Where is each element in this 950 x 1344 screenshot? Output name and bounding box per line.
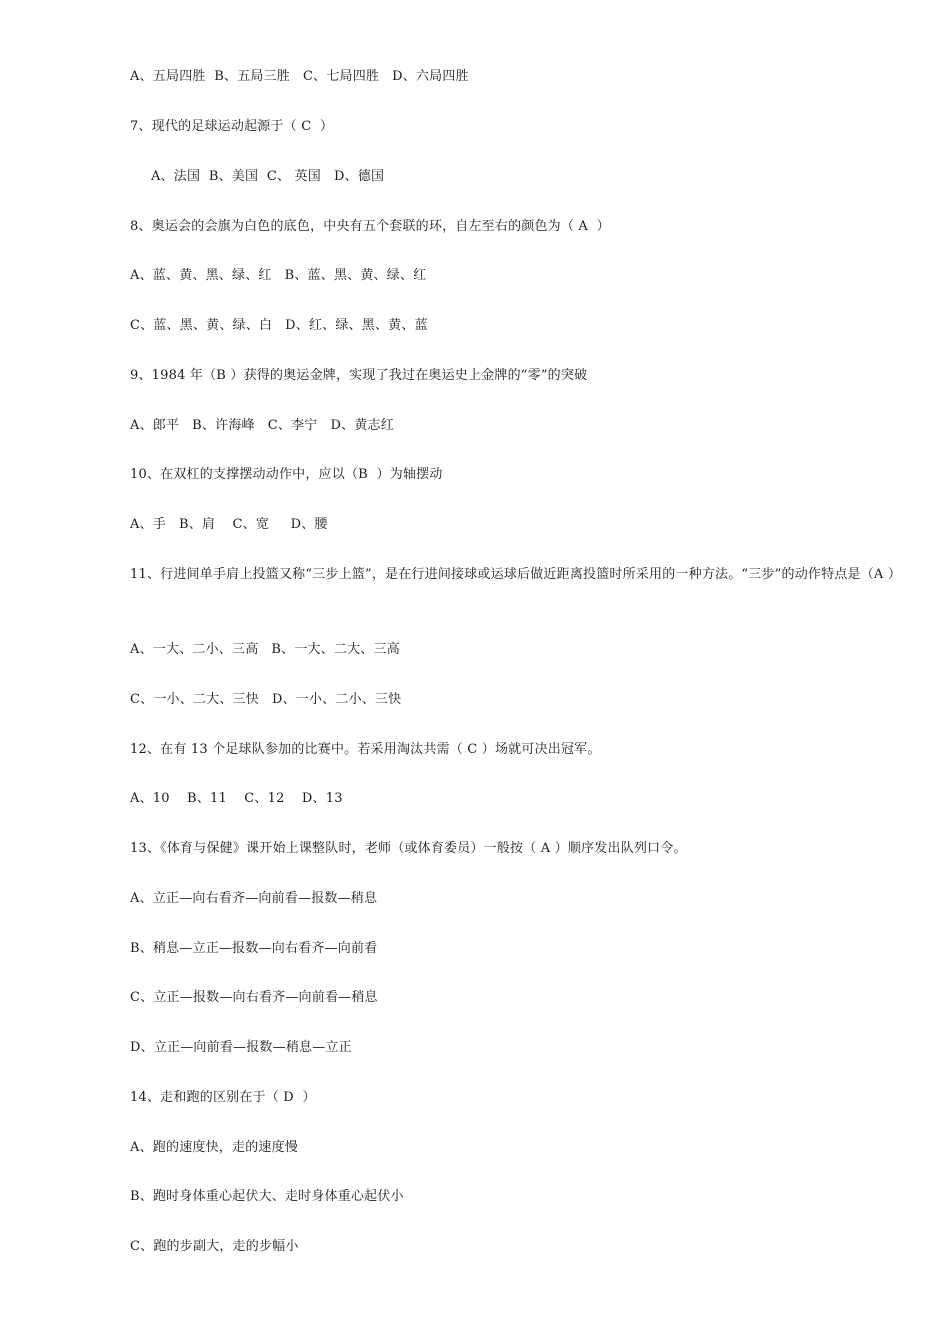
option-q13-b: B、稍息—立正—报数—向右看齐—向前看 [130, 941, 378, 956]
options-q10: A、手 B、肩 C、宽 D、腰 [130, 517, 328, 532]
question-8: 8、奥运会的会旗为白色的底色，中央有五个套联的环，自左至右的颜色为（ A ） [130, 219, 610, 234]
option-q13-a: A、立正—向右看齐—向前看—报数—稍息 [130, 891, 378, 906]
question-7: 7、现代的足球运动起源于（ C ） [130, 119, 334, 134]
options-q12: A、10 B、11 C、12 D、13 [130, 791, 343, 806]
question-12: 12、在有 13 个足球队参加的比赛中。若采用淘汰共需（ C ）场就可决出冠军。 [130, 742, 601, 757]
option-q14-a: A、跑的速度快，走的速度慢 [130, 1140, 298, 1155]
option-q14-c: C、跑的步副大，走的步幅小 [130, 1239, 299, 1254]
option-q13-c: C、立正—报数—向右看齐—向前看—稍息 [130, 990, 378, 1005]
options-q8-ab: A、蓝、黄、黑、绿、红 B、蓝、黑、黄、绿、红 [130, 268, 427, 283]
options-q11-cd: C、一小、二大、三快 D、一小、二小、三快 [130, 692, 402, 707]
options-q7: A、法国 B、美国 C、 英国 D、德国 [151, 169, 385, 184]
option-q13-d: D、立正—向前看—报数—稍息—立正 [130, 1040, 352, 1055]
options-q11-ab: A、一大、二小、三高 B、一大、二大、三高 [130, 642, 400, 657]
question-10: 10、在双杠的支撑摆动动作中，应以（B ）为轴摆动 [130, 467, 443, 482]
question-14: 14、走和跑的区别在于（ D ） [130, 1090, 316, 1105]
question-13: 13、《体育与保健》课开始上课整队时，老师（或体育委员）一般按（ A ）顺序发出队列口令。 [130, 841, 687, 856]
question-9: 9、1984 年（B ）获得的奥运金牌，实现了我过在奥运史上金牌的“零”的突破 [130, 368, 588, 383]
question-11: 11、行进间单手肩上投篮又称“三步上篮”，是在行进间接球或运球后做近距离投篮时所采用的一种方法。“三步”的动作特点是（A ） [130, 567, 902, 582]
options-q6: A、五局四胜 B、五局三胜 C、七局四胜 D、六局四胜 [130, 69, 469, 84]
options-q9: A、郎平 B、许海峰 C、李宁 D、黄志红 [130, 418, 394, 433]
options-q8-cd: C、蓝、黑、黄、绿、白 D、红、绿、黑、黄、蓝 [130, 318, 428, 333]
option-q14-b: B、跑时身体重心起伏大、走时身体重心起伏小 [130, 1189, 404, 1204]
